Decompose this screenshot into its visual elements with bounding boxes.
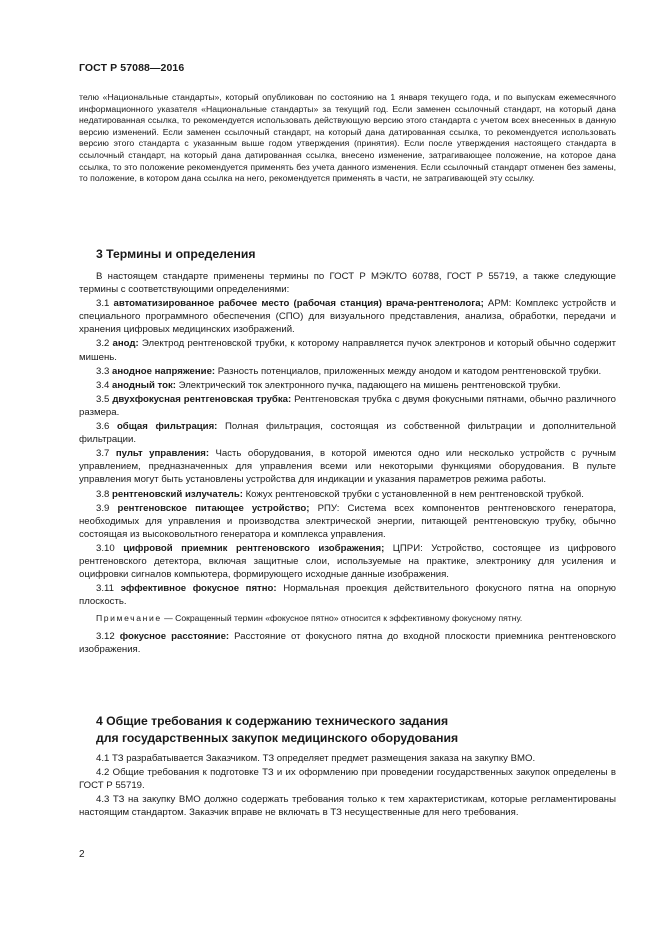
term-name: анод: bbox=[112, 338, 139, 350]
term-definition: Электрод рентгеновской трубки, к которому направляется пучок электронов и который обычно содержит мишень. bbox=[79, 338, 616, 363]
term-name: анодный ток: bbox=[112, 379, 176, 391]
term-number: 3.1 bbox=[96, 298, 110, 310]
section-4-paragraph: 4.1 ТЗ разрабатывается Заказчиком. ТЗ определяет предмет размещения заказа на закупку ВМО. bbox=[96, 753, 536, 764]
section-3-body bbox=[79, 270, 616, 658]
term-paragraph bbox=[79, 297, 616, 336]
term-paragraph bbox=[79, 488, 616, 501]
note bbox=[79, 612, 616, 624]
term-definition: Нормальная проекция действительного фокусного пятна на опорную плоскость. bbox=[79, 583, 617, 608]
term-number: 3.4 bbox=[96, 379, 110, 391]
note-label: Примечание bbox=[96, 613, 162, 624]
term-number: 3.9 bbox=[96, 502, 110, 514]
term-definition: Разность потенциалов, приложенных между анодом и катодом рентгеновской трубки. bbox=[217, 365, 602, 377]
term-number: 3.6 bbox=[96, 421, 110, 433]
section-4-paragraph: 4.3 ТЗ на закупку ВМО должно содержать требования только к тем характеристикам, которые регламентированы настоящим стандартом. Заказчик вправе не включать в ТЗ несущественные для него требования. bbox=[79, 794, 616, 819]
term-name: фокусное расстояние: bbox=[119, 631, 230, 643]
section-4-heading-line-2: для государственных закупок медицинского оборудования bbox=[96, 731, 459, 745]
section-4-body bbox=[79, 752, 616, 820]
term-paragraph bbox=[79, 542, 616, 581]
term-paragraph bbox=[79, 365, 616, 378]
term-number: 3.7 bbox=[96, 448, 110, 460]
section-3-heading: 3 Термины и определения bbox=[96, 247, 256, 261]
term-definition: Полная фильтрация, состоящая из собственной фильтрации и дополнительной фильтрации. bbox=[79, 421, 617, 446]
term-name: цифровой приемник рентгеновского изображения; bbox=[123, 542, 385, 554]
term-paragraph bbox=[79, 447, 616, 486]
term-name: эффективное фокусное пятно: bbox=[120, 583, 277, 595]
term-paragraph bbox=[79, 337, 616, 363]
term-definition: Электрический ток электронного пучка, падающего на мишень рентгеновской трубки. bbox=[178, 379, 561, 391]
term-number: 3.12 bbox=[96, 631, 115, 643]
term-name: рентгеновское питающее устройство; bbox=[117, 502, 310, 514]
section-4-paragraph: 4.2 Общие требования к подготовке ТЗ и их оформлению при проведении государственных закупок определены в ГОСТ Р 55719. bbox=[79, 767, 616, 792]
term-name: анодное напряжение: bbox=[112, 365, 216, 377]
term-number: 3.11 bbox=[96, 583, 114, 595]
term-paragraph bbox=[79, 582, 616, 608]
term-number: 3.5 bbox=[96, 393, 110, 405]
section-4-heading bbox=[96, 713, 616, 747]
term-number: 3.2 bbox=[96, 338, 110, 350]
term-paragraph bbox=[79, 379, 616, 392]
intro-block bbox=[79, 92, 616, 186]
term-number: 3.3 bbox=[96, 365, 110, 377]
terms-list bbox=[79, 297, 616, 608]
term-definition: Расстояние от фокусного пятна до входной плоскости приемника рентгеновского изображения. bbox=[79, 631, 617, 656]
term-paragraph bbox=[79, 502, 616, 541]
intro-paragraph: телю «Национальные стандарты», который опубликован по состоянию на 1 января текущего года, и по выпускам ежемесячного информационного указателя «Национальные стандарты» за текущий год. Если заменен ссылочный стандарт, на который дана недатированная ссылка, то рекомендуется использовать действующую версию этого стандарта с учетом всех внесенных в данную версию изменений. Если заменен ссылочный стандарт, на который дана датированная ссылка, то рекомендуется использовать версию этого стандарта с указанным выше годом утверждения (принятия). Если после утверждения настоящего стандарта в ссылочный стандарт, на который дана датированная ссылка, внесено изменение, затрагивающее положение, на которое дана ссылка, то это положение рекомендуется применять без учета данного изменения. Если ссылочный стандарт отменен без замены, то положение, в котором дана ссылка на него, рекомендуется применять в части, не затрагивающей эту ссылку. bbox=[79, 92, 616, 184]
term-name: автоматизированное рабочее место (рабочая станция) врача-рентгенолога; bbox=[113, 298, 484, 310]
term-name: двухфокусная рентгеновская трубка: bbox=[112, 393, 292, 405]
term-definition: Часть оборудования, в которой имеются одно или несколько устройств с ручным управлением, предназначенных для управления всеми или некоторыми функциями оборудования. В пульте управления могут быть установлены устройства для индикации и указания параметров режима работы. bbox=[79, 448, 616, 486]
note-text: — Сокращенный термин «фокусное пятно» относится к эффективному фокусному пятну. bbox=[164, 613, 523, 624]
page-number: 2 bbox=[79, 849, 85, 860]
term-definition: АРМ: Комплекс устройств и специального программного обеспечения (СПО) для визуального представления, анализа, обработки, передачи и хранения цифровых медицинских изображений. bbox=[79, 298, 616, 336]
term-paragraph bbox=[79, 630, 616, 656]
term-paragraph bbox=[79, 420, 616, 446]
term-definition: ЦПРИ: Устройство, состоящее из цифрового рентгеновского детектора, включая защитные слои, используемые на практике, электронику для усиления и оцифровки сигналов компьютера, формирующего исходные данные изображения. bbox=[79, 542, 616, 581]
term-name: общая фильтрация: bbox=[116, 421, 218, 433]
term-definition: Рентгеновская трубка с двумя фокусными пятнами, обычно различного размера. bbox=[79, 393, 617, 418]
term-number: 3.8 bbox=[96, 488, 110, 500]
term-definition: РПУ: Система всех компонентов рентгеновского генератора, необходимых для управления и производства электрической энергии, питающей рентгеновскую трубку, обычно состоящая из высоковольтного генератора и комплекса управления. bbox=[79, 502, 617, 540]
standard-code: ГОСТ Р 57088—2016 bbox=[79, 62, 185, 74]
section-3-lead: В настоящем стандарте применены термины по ГОСТ Р МЭК/ТО 60788, ГОСТ Р 55719, а также следующие термины с соответствующими определениями: bbox=[79, 271, 616, 296]
term-definition: Кожух рентгеновской трубки с установленной в нем рентгеновской трубкой. bbox=[245, 488, 584, 500]
term-number: 3.10 bbox=[96, 542, 115, 554]
section-4-heading-line-1: 4 Общие требования к содержанию технического задания bbox=[96, 714, 449, 728]
term-name: рентгеновский излучатель: bbox=[112, 488, 243, 500]
term-paragraph bbox=[79, 393, 616, 419]
term-name: пульт управления: bbox=[115, 448, 210, 460]
